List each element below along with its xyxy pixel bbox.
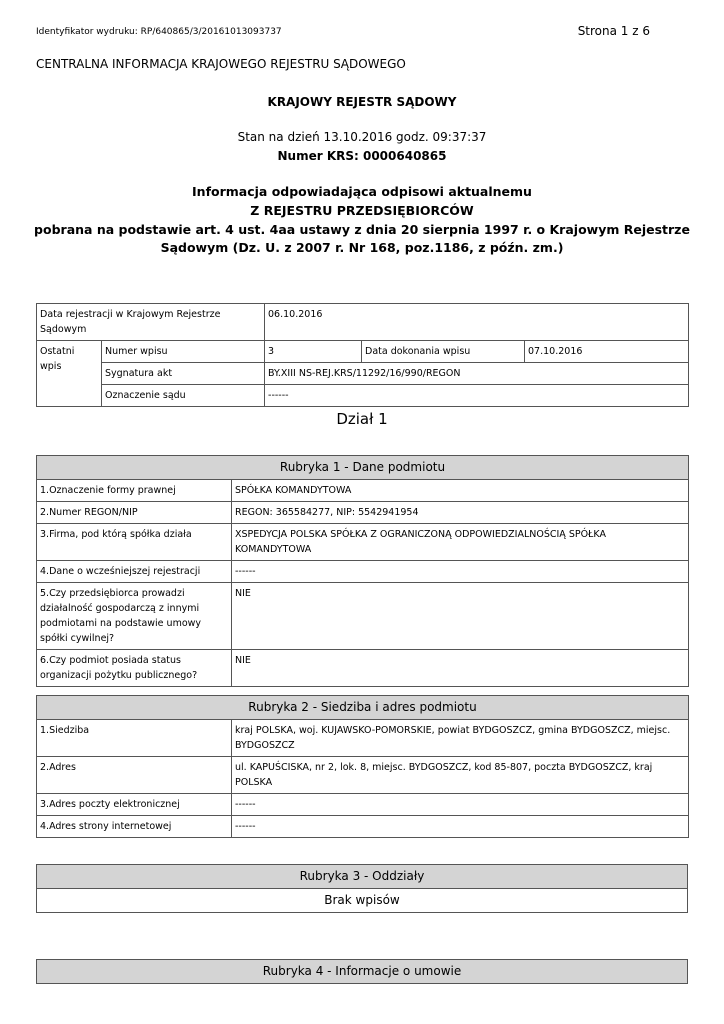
- row-label: 4.Dane o wcześniejszej rejestracji: [37, 561, 232, 583]
- rubryka-2-table: [36, 695, 689, 838]
- table-row: [37, 363, 689, 385]
- krs-number: Numer KRS: 0000640865: [277, 149, 447, 163]
- state-date: Stan na dzień 13.10.2016 godz. 09:37:37: [237, 130, 487, 144]
- table-row: [37, 561, 689, 583]
- rubryka-2-header: [37, 696, 689, 720]
- row-value: NIE: [232, 650, 689, 687]
- row-label: 2.Numer REGON/NIP: [37, 502, 232, 524]
- table-row: [37, 720, 689, 757]
- table-row: [37, 816, 689, 838]
- rubryka-1-title: Rubryka 1 - Dane podmiotu: [37, 456, 689, 480]
- rubryka-2-title: Rubryka 2 - Siedziba i adres podmiotu: [37, 696, 689, 720]
- table-row: [37, 304, 689, 341]
- rubryka-1-header: [37, 456, 689, 480]
- row-value: ------: [232, 816, 689, 838]
- row-label: 2.Adres: [37, 757, 232, 794]
- info-line-3: pobrana na podstawie art. 4 ust. 4aa ustawy z dnia 20 sierpnia 1997 r. o Krajowym Rejestrze: [34, 222, 690, 237]
- rubryka-3-title: Rubryka 3 - Oddziały: [37, 865, 688, 889]
- row-value: kraj POLSKA, woj. KUJAWSKO-POMORSKIE, powiat BYDGOSZCZ, gmina BYDGOSZCZ, miejsc. BYDGOSZCZ: [232, 720, 689, 757]
- table-row: [37, 502, 689, 524]
- row-label: 6.Czy podmiot posiada status organizacji pożytku publicznego?: [37, 650, 232, 687]
- signature-label: Sygnatura akt: [102, 363, 265, 385]
- row-value: ------: [232, 561, 689, 583]
- row-label: 3.Firma, pod którą spółka działa: [37, 524, 232, 561]
- rubryka-4-header: [37, 960, 688, 984]
- info-line-2: Z REJESTRU PRZEDSIĘBIORCÓW: [250, 203, 474, 218]
- table-row: [37, 794, 689, 816]
- row-label: 4.Adres strony internetowej: [37, 816, 232, 838]
- court-value: ------: [265, 385, 689, 407]
- rubryka-1-table: [36, 455, 689, 687]
- row-value: REGON: 365584277, NIP: 5542941954: [232, 502, 689, 524]
- info-line-1: Informacja odpowiadająca odpisowi aktualnemu: [192, 184, 532, 199]
- registration-table: [36, 303, 689, 407]
- signature-value: BY.XIII NS-REJ.KRS/11292/16/990/REGON: [265, 363, 689, 385]
- rubryka-3-header: [37, 865, 688, 889]
- registry-title: KRAJOWY REJESTR SĄDOWY: [267, 95, 457, 109]
- reg-date-value: 06.10.2016: [265, 304, 689, 341]
- section-title: Dział 1: [336, 410, 388, 428]
- rubryka-3-table: [36, 864, 688, 913]
- table-row: [37, 385, 689, 407]
- rubryka-4-table: [36, 959, 688, 984]
- court-label: Oznaczenie sądu: [102, 385, 265, 407]
- print-identifier: Identyfikator wydruku: RP/640865/3/20161013093737: [36, 27, 282, 37]
- institution-name: CENTRALNA INFORMACJA KRAJOWEGO REJESTRU SĄDOWEGO: [36, 57, 406, 71]
- entry-no-label: Numer wpisu: [102, 341, 265, 363]
- reg-date-label: Data rejestracji w Krajowym Rejestrze Sądowym: [37, 304, 265, 341]
- table-row: [37, 480, 689, 502]
- row-label: 1.Oznaczenie formy prawnej: [37, 480, 232, 502]
- table-row: [37, 889, 688, 913]
- rubryka-4-title: Rubryka 4 - Informacje o umowie: [37, 960, 688, 984]
- row-value: SPÓŁKA KOMANDYTOWA: [232, 480, 689, 502]
- entry-no-value: 3: [265, 341, 362, 363]
- row-value: ul. KAPUŚCISKA, nr 2, lok. 8, miejsc. BYDGOSZCZ, kod 85-807, poczta BYDGOSZCZ, kraj POLSKA: [232, 757, 689, 794]
- table-row: [37, 757, 689, 794]
- row-label: 5.Czy przedsiębiorca prowadzi działalność gospodarczą z innymi podmiotami na podstawie umowy spółki cywilnej?: [37, 583, 232, 650]
- page-number: Strona 1 z 6: [577, 24, 650, 38]
- row-label: 3.Adres poczty elektronicznej: [37, 794, 232, 816]
- last-entry-label: Ostatni wpis: [37, 341, 102, 407]
- table-row: [37, 524, 689, 561]
- row-value: ------: [232, 794, 689, 816]
- no-entries-text: Brak wpisów: [37, 889, 688, 913]
- row-value: NIE: [232, 583, 689, 650]
- table-row: [37, 650, 689, 687]
- table-row: [37, 583, 689, 650]
- row-value: XSPEDYCJA POLSKA SPÓŁKA Z OGRANICZONĄ ODPOWIEDZIALNOŚCIĄ SPÓŁKA KOMANDYTOWA: [232, 524, 689, 561]
- row-label: 1.Siedziba: [37, 720, 232, 757]
- entry-date-label: Data dokonania wpisu: [362, 341, 525, 363]
- entry-date-value: 07.10.2016: [525, 341, 689, 363]
- table-row: [37, 341, 689, 363]
- info-line-4: Sądowym (Dz. U. z 2007 r. Nr 168, poz.1186, z późn. zm.): [160, 240, 564, 255]
